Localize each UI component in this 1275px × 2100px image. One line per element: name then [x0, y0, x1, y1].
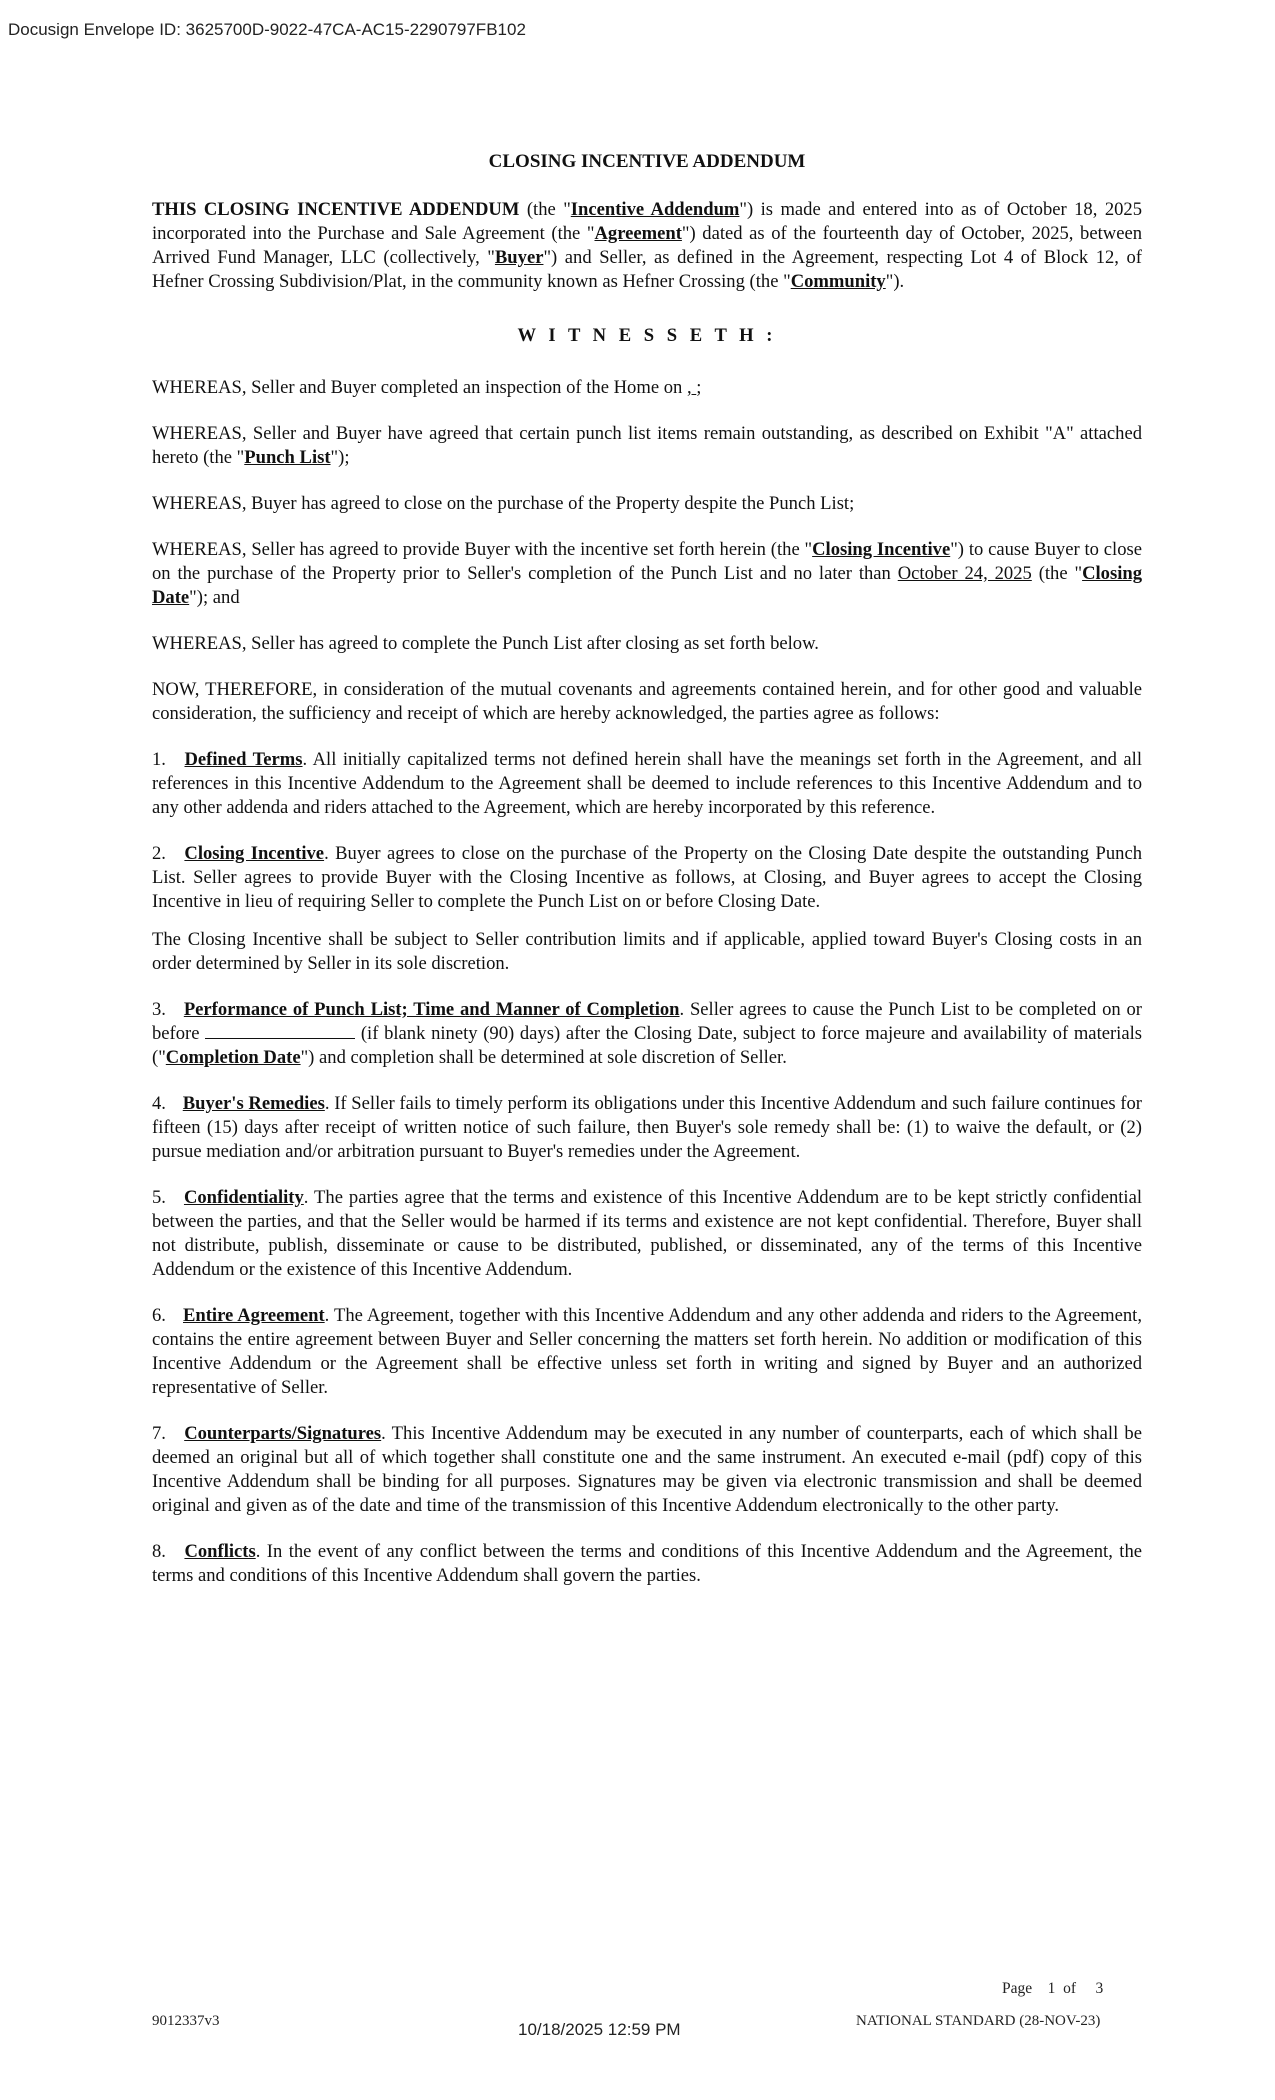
page-number: 1 [1047, 1980, 1056, 1997]
whereas-incentive-end: "); and [189, 587, 240, 608]
section-number: 7. [152, 1423, 166, 1444]
whereas-inspection-text: WHEREAS, Seller and Buyer completed an inspection of the Home on [152, 377, 687, 398]
witnesseth-heading: W I T N E S S E T H : [517, 325, 777, 346]
section-buyers-remedies [152, 1092, 1142, 1164]
section-performance [152, 998, 1142, 1070]
section-text: . In the event of any conflict between the terms and conditions of this Incentive Addendum and the Agreement, the terms and conditions of this Incentive Addendum shall govern the parties. [152, 1541, 1142, 1586]
document-title: CLOSING INCENTIVE ADDENDUM [488, 151, 806, 172]
term-completion-date: Completion Date [165, 1047, 301, 1068]
whereas-incentive [152, 538, 1142, 610]
inspection-date-field: , [686, 377, 697, 398]
section-heading: Conflicts [184, 1541, 256, 1562]
term-agreement: Agreement [594, 223, 682, 244]
section-heading: Closing Incentive [184, 843, 325, 864]
intro-text-4: ") and Seller, as defined in the Agreement, respecting Lot 4 of Block 12, of Hefner Crossing Subdivision/Plat, in the community known as Hefner Crossing (the " [152, 247, 1142, 292]
document-number: 9012337v3 [152, 2013, 220, 2029]
section-number: 2. [152, 843, 166, 864]
signing-timestamp: 10/18/2025 12:59 PM [518, 2020, 681, 2039]
page-label: Page [1002, 1980, 1033, 1997]
intro-text-5: "). [885, 271, 905, 292]
section-number: 8. [152, 1541, 166, 1562]
whereas-close-despite: WHEREAS, Buyer has agreed to close on the purchase of the Property despite the Punch List; [152, 493, 855, 514]
intro-text-3: ") dated as of the fourteenth day of October, 2025, between Arrived Fund Manager, LLC (collectively, " [152, 223, 1142, 268]
whereas-punch-list-end: "); [330, 447, 350, 468]
term-punch-list: Punch List [244, 447, 331, 468]
section-number: 3. [152, 999, 166, 1020]
whereas-inspection-end: ; [696, 377, 702, 398]
section-text: . Seller agrees to cause the Punch List to be completed on or before [152, 999, 1143, 1044]
section-heading: Defined Terms [184, 749, 303, 770]
now-therefore-paragraph: NOW, THEREFORE, in consideration of the mutual covenants and agreements contained herein, and for other good and valuable consideration, the sufficiency and receipt of which are hereby acknowledged, the parties agree as follows: [152, 679, 1142, 724]
whereas-incentive-text-1: WHEREAS, Seller has agreed to provide Buyer with the incentive set forth herein (the " [152, 539, 813, 560]
section-text: . This Incentive Addendum may be executed in any number of counterparts, each of which shall be deemed an original but all of which together shall constitute one and the same instrument. An executed e-mail (pdf) copy of this Incentive Addendum shall be binding for all purposes. Signatures may be given via electronic transmission and shall be deemed original and given as of the date and time of the transmission of this Incentive Addendum electronically to the other party. [152, 1423, 1142, 1516]
page-indicator [1002, 1980, 1103, 1998]
page-total: 3 [1095, 1980, 1104, 1997]
section-defined-terms [152, 748, 1142, 820]
intro-paragraph [152, 198, 1142, 294]
section-number: 5. [152, 1187, 166, 1208]
closing-incentive-limits: The Closing Incentive shall be subject to Seller contribution limits and if applicable, applied toward Buyer's Closing costs in an order determined by Seller in its sole discretion. [152, 929, 1142, 974]
section-text: . The parties agree that the terms and existence of this Incentive Addendum are to be kept strictly confidential between the parties, and that the Seller would be harmed if its terms and existence are not kept confidential. Therefore, Buyer shall not distribute, publish, disseminate or cause to be distributed, published, or disseminated, any of the terms of this Incentive Addendum or the existence of this Incentive Addendum. [152, 1187, 1143, 1280]
section-heading: Buyer's Remedies [182, 1093, 325, 1114]
section-heading: Counterparts/Signatures [184, 1423, 382, 1444]
section-text: . All initially capitalized terms not defined herein shall have the meanings set forth in the Agreement, and all references in this Incentive Addendum to the Agreement shall be deemed to include references to this Incentive Addendum and to any other addenda and riders attached to the Agreement, which are hereby incorporated by this reference. [152, 749, 1142, 818]
section-counterparts [152, 1422, 1142, 1518]
intro-text-1: (the " [519, 199, 571, 220]
section-heading: Entire Agreement [183, 1305, 325, 1326]
whereas-complete-after: WHEREAS, Seller has agreed to complete the Punch List after closing as set forth below. [152, 633, 819, 654]
section-text: . The Agreement, together with this Incentive Addendum and any other addenda and riders to the Agreement, contains the entire agreement between Buyer and Seller concerning the matters set forth herein. No addition or modification of this Incentive Addendum or the Agreement shall be effective unless set forth in writing and signed by Buyer and an authorized representative of Seller. [152, 1305, 1142, 1398]
whereas-inspection [152, 376, 1142, 400]
section-text-3: ") and completion shall be determined at sole discretion of Seller. [300, 1047, 787, 1068]
term-buyer: Buyer [494, 247, 544, 268]
section-number: 1. [152, 749, 166, 770]
envelope-id: Docusign Envelope ID: 3625700D-9022-47CA-AC15-2290797FB102 [8, 20, 526, 39]
completion-date-blank [205, 1022, 355, 1039]
term-closing-date: Closing Date [152, 563, 1143, 608]
standard-form-label: NATIONAL STANDARD (28-NOV-23) [856, 2013, 1101, 2029]
section-number: 6. [152, 1305, 166, 1326]
document-body [152, 150, 1142, 1610]
section-text: . Buyer agrees to close on the purchase of the Property on the Closing Date despite the outstanding Punch List. Seller agrees to provide Buyer with the Closing Incentive as follows, at Closing, and Buyer agrees to accept the Closing Incentive in lieu of requiring Seller to complete the Punch List on or before Closing Date. [152, 843, 1142, 912]
term-incentive-addendum: Incentive Addendum [570, 199, 740, 220]
section-number: 4. [152, 1093, 166, 1114]
section-confidentiality [152, 1186, 1142, 1282]
intro-text-2: ") is made and entered into as of October 18, 2025 incorporated into the Purchase and Sale Agreement (the " [152, 199, 1143, 244]
section-conflicts [152, 1540, 1142, 1588]
whereas-incentive-text-2: ") to cause Buyer to close on the purchase of the Property prior to Seller's completion of the Punch List and no later than [152, 539, 1142, 584]
term-closing-incentive: Closing Incentive [812, 539, 951, 560]
whereas-punch-list-text: WHEREAS, Seller and Buyer have agreed that certain punch list items remain outstanding, as described on Exhibit "A" attached hereto (the " [152, 423, 1142, 468]
section-entire-agreement [152, 1304, 1142, 1400]
intro-lead: THIS CLOSING INCENTIVE ADDENDUM [152, 199, 520, 220]
section-closing-incentive [152, 842, 1142, 914]
section-text: . If Seller fails to timely perform its obligations under this Incentive Addendum and such failure continues for fifteen (15) days after receipt of written notice of such failure, then Buyer's sole remedy shall be: (1) to waive the default, or (2) pursue mediation and/or arbitration pursuant to Buyer's remedies under the Agreement. [152, 1093, 1142, 1162]
closing-date-value: October 24, 2025 [897, 563, 1032, 584]
whereas-punch-list [152, 422, 1142, 470]
whereas-incentive-text-3: (the " [1031, 563, 1083, 584]
term-community: Community [790, 271, 886, 292]
section-heading: Confidentiality [183, 1187, 304, 1208]
page-of-label: of [1063, 1980, 1077, 1997]
section-heading: Performance of Punch List; Time and Manner of Completion [183, 999, 680, 1020]
section-text-2: (if blank ninety (90) days) after the Closing Date, subject to force majeure and availability of materials (" [152, 1023, 1142, 1068]
